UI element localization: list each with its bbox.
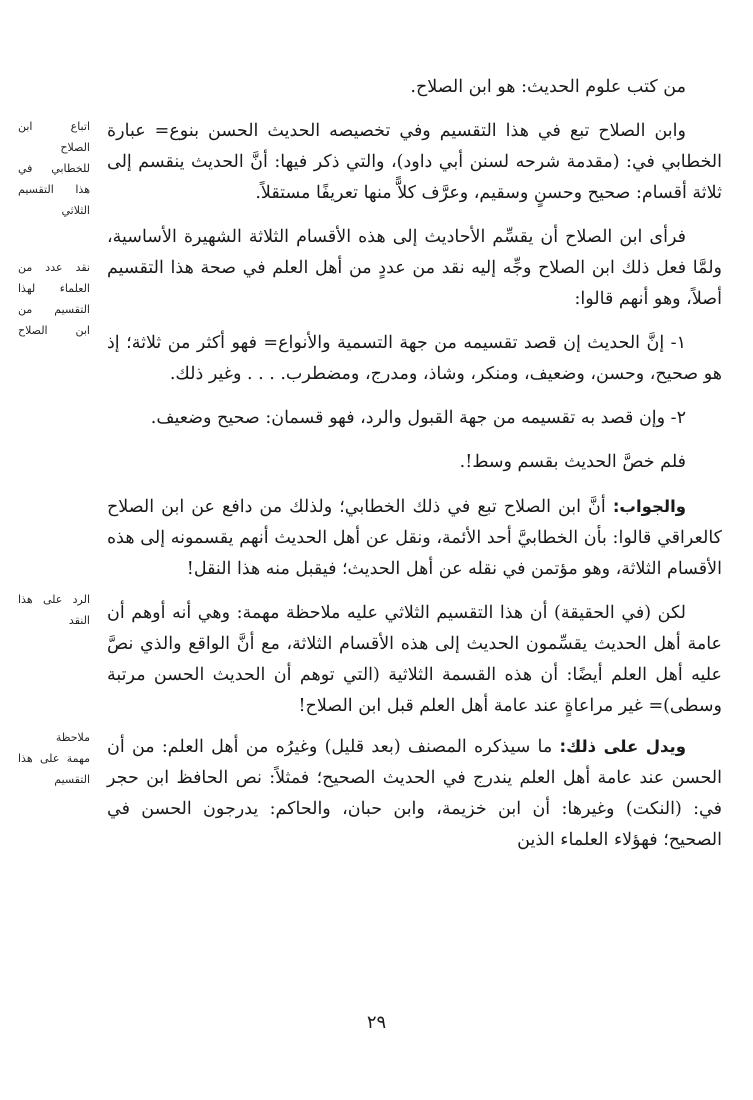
- paragraph-point-two: ٢- وإن قصد به تقسيمه من جهة القبول والرد، فهو قسمان: صحيح وضعيف.: [150, 408, 686, 428]
- margin-note-criticism: [18, 257, 90, 341]
- margin-note-line: التقسيم من: [18, 303, 90, 316]
- margin-note-line: للخطابي في: [18, 162, 90, 175]
- paragraph-evidence: [107, 731, 722, 856]
- paragraph-khattabi: وابن الصلاح تبع في هذا التقسيم وفي تخصيصه الحديث الحسن بنوع= عبارة الخطابي في: (مقدمة شرحه لسنن أبي داود)، والتي ذكر فيها: أنَّ الحديث ينقسم إلى ثلاثة أقسام: صحيح وحسنٍ وسقيم، وعرَّف كلاًّ منها تعريفًا مستقلاً.: [107, 121, 722, 203]
- paragraph-answer: [107, 491, 722, 585]
- paragraph-lead-word: ويدل على ذلك:: [559, 737, 686, 756]
- margin-note-line: التقسيم: [54, 773, 90, 786]
- paragraph-body: ما سيذكره المصنف (بعد قليل) وغيرُه من أهل العلم: من أن الحسن عند عامة أهل العلم يندرج في الحديث الصحيح؛ فمثلاً: نص الحافظ ابن حجر في: (النكت) وغيرها: أن ابن خزيمة، وابن حبان، والحاكم: يدرجون الحسن في الصحيح؛ فهؤلاء العلماء الذين: [107, 737, 722, 850]
- margin-note-important-remark: [18, 727, 90, 790]
- margin-note-line: العلماء لهذا: [18, 282, 90, 295]
- paragraph-intro: من كتب علوم الحديث: هو ابن الصلاح.: [410, 77, 686, 97]
- margin-note-line: اتباع ابن: [18, 120, 90, 133]
- paragraph-body: أنَّ ابن الصلاح تبع في ذلك الخطابي؛ ولذلك من دافع عن ابن الصلاح كالعراقي قالوا: بأن الخطابيَّ أحد الأئمة، ونقل عن أهل الحديث أنهم يقسمونه إلى هذه الأقسام الثلاثة، وهو مؤتمن في نقله عن أهل الحديث؛ فيقبل منه هذا النقل!: [107, 497, 722, 579]
- margin-note-line: الثلاثي: [61, 204, 90, 217]
- paragraph-criticism: فرأى ابن الصلاح أن يقسِّم الأحاديث إلى هذه الأقسام الثلاثة الشهيرة الأساسية، ولمَّا فعل ذلك ابن الصلاح وجِّه إليه نقد من عددٍ من أهل العلم في صحة هذا التقسيم أصلاً، وهو أنهم قالوا:: [107, 227, 722, 309]
- paragraph-remark: لكن (في الحقيقة) أن هذا التقسيم الثلاثي عليه ملاحظة مهمة: وهي أنه أوهم أن عامة أهل الحديث يقسِّمون الحديث إلى هذه الأقسام الثلاثة، مع أنَّ الواقع والذي نصَّ عليه أهل العلم أيضًا: أن هذه القسمة الثلاثية (التي توهم أن الحديث الحسن مرتبة وسطى)= غير مراعاةٍ عند عامة أهل العلم قبل ابن الصلاح!: [107, 603, 722, 716]
- margin-note-line: الرد على هذا: [18, 593, 90, 606]
- paragraph-lead-word: والجواب:: [612, 497, 686, 516]
- margin-note-following-khattabi: [18, 116, 90, 221]
- margin-note-line: مهمة على هذا: [18, 752, 90, 765]
- margin-note-line: الصلاح: [60, 141, 90, 154]
- margin-note-line: ملاحظة: [55, 731, 90, 744]
- main-text-column: [107, 72, 722, 856]
- paragraph-point-one: ١- إنَّ الحديث إن قصد تقسيمه من جهة التسمية والأنواع= فهو أكثر من ثلاثة؛ إذ هو صحيح، وحسن، وضعيف، ومنكر، وشاذ، ومدرج، ومضطرب. . . . وغير ذلك.: [107, 333, 722, 384]
- margin-note-line: نقد عدد من: [18, 261, 90, 274]
- margin-note-response: [18, 589, 90, 631]
- margin-note-line: النقد: [68, 614, 90, 627]
- paragraph-question: فلم خصَّ الحديث بقسم وسط!.: [459, 452, 686, 472]
- margin-note-line: هذا التقسيم: [18, 183, 90, 196]
- margin-note-line: ابن الصلاح: [18, 324, 90, 337]
- page-number: ٢٩: [366, 1012, 387, 1033]
